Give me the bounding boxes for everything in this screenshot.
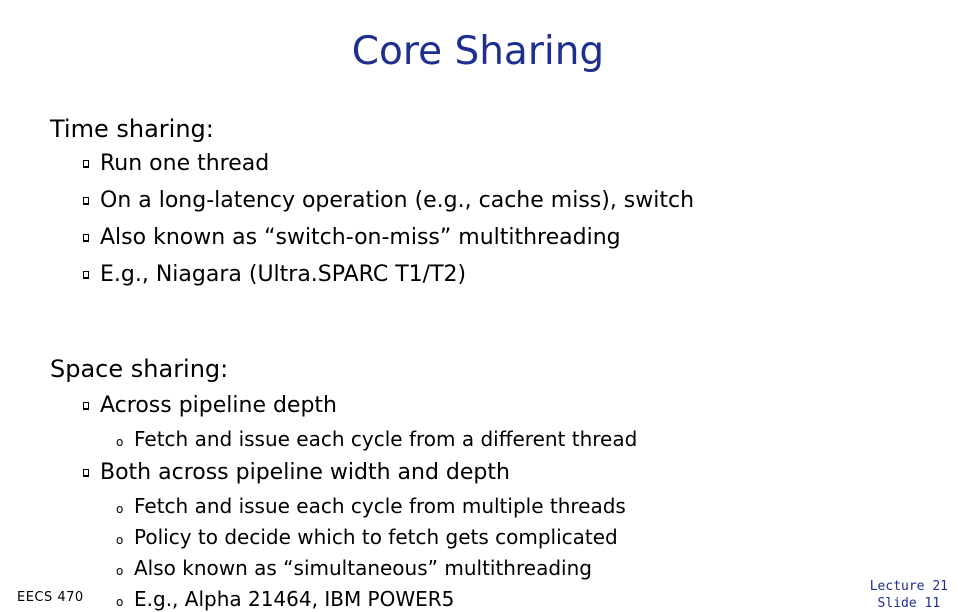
square-bullet-icon: [83, 402, 89, 410]
sub-bullet-text: Fetch and issue each cycle from multiple threads: [134, 494, 626, 518]
bullet-text: Run one thread: [100, 151, 270, 176]
square-bullet-icon: [83, 197, 89, 205]
square-bullet-icon: [83, 469, 89, 477]
small-o-bullet-icon: o: [116, 502, 124, 516]
slide-number: Slide 11: [877, 596, 941, 611]
sub-bullet-text: E.g., Alpha 21464, IBM POWER5: [134, 587, 455, 611]
sub-bullet-text: Policy to decide which to fetch gets complicated: [134, 525, 618, 549]
bullet-text: Across pipeline depth: [100, 393, 338, 418]
small-o-bullet-icon: o: [116, 595, 124, 609]
small-o-bullet-icon: o: [116, 564, 124, 578]
lecture-number: Lecture 21: [869, 579, 948, 594]
section-heading-time-sharing: Time sharing:: [50, 115, 214, 143]
bullet-text: On a long-latency operation (e.g., cache miss), switch: [100, 188, 695, 213]
bullet-text: E.g., Niagara (Ultra.SPARC T1/T2): [100, 262, 467, 287]
slide-title: [0, 22, 958, 82]
lecture-footer: [870, 578, 948, 612]
small-o-bullet-icon: o: [116, 435, 124, 449]
bullet-text: Both across pipeline width and depth: [100, 460, 510, 485]
sub-bullet-text: Also known as “simultaneous” multithreading: [134, 556, 592, 580]
small-o-bullet-icon: o: [116, 533, 124, 547]
square-bullet-icon: [83, 160, 89, 168]
section-heading-space-sharing: Space sharing:: [50, 355, 229, 383]
square-bullet-icon: [83, 271, 89, 279]
bullet-text: Also known as “switch-on-miss” multithreading: [100, 225, 621, 250]
square-bullet-icon: [83, 234, 89, 242]
slide-title-text: Core Sharing: [351, 29, 605, 74]
sub-bullet-text: Fetch and issue each cycle from a different thread: [134, 427, 638, 451]
course-footer: EECS 470: [17, 590, 84, 605]
